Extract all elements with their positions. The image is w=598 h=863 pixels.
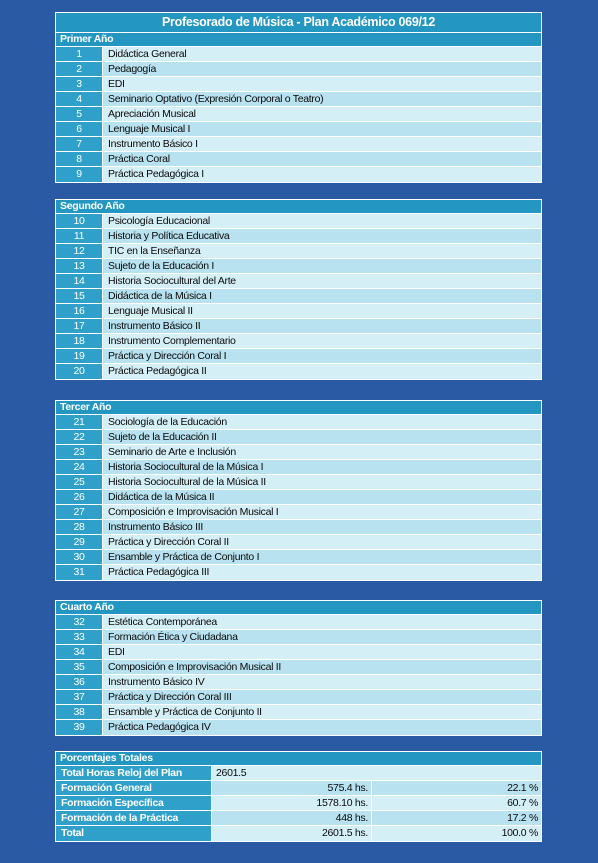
subject-name: Didáctica de la Música I bbox=[103, 289, 541, 303]
year-heading bbox=[56, 33, 541, 47]
subject-number: 17 bbox=[56, 319, 103, 333]
subject-name: Didáctica General bbox=[103, 47, 541, 61]
subject-number: 30 bbox=[56, 550, 103, 564]
subject-number: 12 bbox=[56, 244, 103, 258]
subject-row bbox=[56, 364, 541, 379]
subject-row bbox=[56, 720, 541, 735]
subject-name: Didáctica de la Música II bbox=[103, 490, 541, 504]
totals-row-hours: 575.4 hs. bbox=[212, 781, 372, 795]
subject-name: Sujeto de la Educación II bbox=[103, 430, 541, 444]
subject-list bbox=[56, 214, 541, 379]
subject-name: Sujeto de la Educación I bbox=[103, 259, 541, 273]
subject-number: 38 bbox=[56, 705, 103, 719]
subject-number: 7 bbox=[56, 137, 103, 151]
totals-row-hours: 1578.10 hs. bbox=[212, 796, 372, 810]
subject-name: Sociología de la Educación bbox=[103, 415, 541, 429]
year-heading bbox=[56, 200, 541, 214]
subject-row bbox=[56, 107, 541, 122]
subject-name: Práctica y Dirección Coral II bbox=[103, 535, 541, 549]
subject-number: 18 bbox=[56, 334, 103, 348]
subject-row bbox=[56, 690, 541, 705]
subject-number: 2 bbox=[56, 62, 103, 76]
subject-name: Ensamble y Práctica de Conjunto I bbox=[103, 550, 541, 564]
subject-row bbox=[56, 645, 541, 660]
subject-number: 1 bbox=[56, 47, 103, 61]
subject-name: Práctica Coral bbox=[103, 152, 541, 166]
year-heading-label: Primer Año bbox=[60, 33, 114, 45]
subject-row bbox=[56, 274, 541, 289]
subject-row bbox=[56, 47, 541, 62]
subject-name: Pedagogía bbox=[103, 62, 541, 76]
totals-row-label: Total bbox=[56, 826, 212, 841]
subject-row bbox=[56, 490, 541, 505]
subject-row bbox=[56, 349, 541, 364]
subject-name: Estética Contemporánea bbox=[103, 615, 541, 629]
subject-number: 28 bbox=[56, 520, 103, 534]
subject-row bbox=[56, 520, 541, 535]
subject-name: Práctica y Dirección Coral I bbox=[103, 349, 541, 363]
page-title: Profesorado de Música - Plan Académico 069/12 bbox=[56, 13, 541, 33]
totals-panel bbox=[55, 751, 542, 842]
subject-row bbox=[56, 550, 541, 565]
totals-row-hours: 2601.5 hs. bbox=[212, 826, 372, 841]
subject-row bbox=[56, 62, 541, 77]
subject-number: 16 bbox=[56, 304, 103, 318]
subject-name: Instrumento Básico IV bbox=[103, 675, 541, 689]
subject-row bbox=[56, 565, 541, 580]
subject-number: 5 bbox=[56, 107, 103, 121]
subject-row bbox=[56, 244, 541, 259]
subject-name: TIC en la Enseñanza bbox=[103, 244, 541, 258]
totals-row-grand bbox=[56, 826, 541, 841]
totals-heading bbox=[56, 752, 541, 766]
subject-name: Historia Sociocultural de la Música I bbox=[103, 460, 541, 474]
totals-row-label: Formación de la Práctica bbox=[56, 811, 212, 825]
subject-row bbox=[56, 505, 541, 520]
subject-name: Instrumento Básico II bbox=[103, 319, 541, 333]
subject-row bbox=[56, 122, 541, 137]
totals-row-percent: 17.2 % bbox=[372, 811, 541, 825]
subject-row bbox=[56, 535, 541, 550]
year-panel-4 bbox=[55, 600, 542, 736]
totals-row bbox=[56, 796, 541, 811]
subject-name: Práctica Pedagógica IV bbox=[103, 720, 541, 735]
totals-row-label: Formación General bbox=[56, 781, 212, 795]
totals-row-percent: 60.7 % bbox=[372, 796, 541, 810]
subject-list bbox=[56, 47, 541, 182]
subject-number: 4 bbox=[56, 92, 103, 106]
subject-name: Práctica y Dirección Coral III bbox=[103, 690, 541, 704]
year-panel-3 bbox=[55, 400, 542, 581]
subject-number: 39 bbox=[56, 720, 103, 735]
plan-total-row bbox=[56, 766, 541, 781]
year-heading bbox=[56, 601, 541, 615]
subject-list bbox=[56, 415, 541, 580]
year-heading-label: Segundo Año bbox=[60, 200, 125, 212]
totals-row-label: Formación Específica bbox=[56, 796, 212, 810]
subject-row bbox=[56, 152, 541, 167]
subject-name: Historia y Política Educativa bbox=[103, 229, 541, 243]
subject-name: Ensamble y Práctica de Conjunto II bbox=[103, 705, 541, 719]
subject-row bbox=[56, 167, 541, 182]
subject-name: Composición e Improvisación Musical II bbox=[103, 660, 541, 674]
subject-name: EDI bbox=[103, 645, 541, 659]
subject-name: Seminario de Arte e Inclusión bbox=[103, 445, 541, 459]
year-heading bbox=[56, 401, 541, 415]
subject-number: 29 bbox=[56, 535, 103, 549]
subject-row bbox=[56, 92, 541, 107]
subject-list bbox=[56, 615, 541, 735]
subject-name: Psicología Educacional bbox=[103, 214, 541, 228]
plan-total-value: 2601.5 bbox=[212, 766, 541, 780]
totals-heading-label: Porcentajes Totales bbox=[60, 752, 153, 764]
subject-name: Apreciación Musical bbox=[103, 107, 541, 121]
subject-number: 6 bbox=[56, 122, 103, 136]
subject-row bbox=[56, 304, 541, 319]
subject-name: Seminario Optativo (Expresión Corporal o Teatro) bbox=[103, 92, 541, 106]
subject-number: 11 bbox=[56, 229, 103, 243]
subject-row bbox=[56, 615, 541, 630]
subject-row bbox=[56, 319, 541, 334]
subject-row bbox=[56, 229, 541, 244]
subject-name: Instrumento Complementario bbox=[103, 334, 541, 348]
totals-row-hours: 448 hs. bbox=[212, 811, 372, 825]
subject-number: 31 bbox=[56, 565, 103, 580]
year-panel-1 bbox=[55, 12, 542, 183]
subject-number: 36 bbox=[56, 675, 103, 689]
subject-number: 20 bbox=[56, 364, 103, 379]
subject-name: Composición e Improvisación Musical I bbox=[103, 505, 541, 519]
subject-number: 37 bbox=[56, 690, 103, 704]
subject-name: Historia Sociocultural de la Música II bbox=[103, 475, 541, 489]
subject-row bbox=[56, 460, 541, 475]
subject-name: Historia Sociocultural del Arte bbox=[103, 274, 541, 288]
totals-row-percent: 22.1 % bbox=[372, 781, 541, 795]
subject-row bbox=[56, 705, 541, 720]
subject-number: 32 bbox=[56, 615, 103, 629]
subject-row bbox=[56, 77, 541, 92]
subject-row bbox=[56, 475, 541, 490]
totals-row bbox=[56, 811, 541, 826]
subject-number: 35 bbox=[56, 660, 103, 674]
subject-number: 24 bbox=[56, 460, 103, 474]
subject-name: Práctica Pedagógica I bbox=[103, 167, 541, 182]
subject-row bbox=[56, 675, 541, 690]
subject-row bbox=[56, 445, 541, 460]
subject-number: 21 bbox=[56, 415, 103, 429]
year-heading-label: Tercer Año bbox=[60, 401, 112, 413]
subject-row bbox=[56, 214, 541, 229]
subject-number: 13 bbox=[56, 259, 103, 273]
subject-number: 14 bbox=[56, 274, 103, 288]
subject-number: 34 bbox=[56, 645, 103, 659]
subject-row bbox=[56, 334, 541, 349]
subject-number: 9 bbox=[56, 167, 103, 182]
subject-number: 33 bbox=[56, 630, 103, 644]
totals-row-percent: 100.0 % bbox=[372, 826, 541, 841]
subject-row bbox=[56, 415, 541, 430]
subject-number: 8 bbox=[56, 152, 103, 166]
subject-name: Instrumento Básico I bbox=[103, 137, 541, 151]
subject-name: Práctica Pedagógica II bbox=[103, 364, 541, 379]
subject-name: Formación Ética y Ciudadana bbox=[103, 630, 541, 644]
subject-number: 10 bbox=[56, 214, 103, 228]
subject-row bbox=[56, 430, 541, 445]
year-panel-2 bbox=[55, 199, 542, 380]
subject-row bbox=[56, 630, 541, 645]
subject-number: 19 bbox=[56, 349, 103, 363]
year-heading-label: Cuarto Año bbox=[60, 601, 114, 613]
subject-number: 25 bbox=[56, 475, 103, 489]
subject-row bbox=[56, 289, 541, 304]
subject-name: Instrumento Básico III bbox=[103, 520, 541, 534]
subject-row bbox=[56, 660, 541, 675]
subject-number: 3 bbox=[56, 77, 103, 91]
subject-name: Lenguaje Musical II bbox=[103, 304, 541, 318]
subject-number: 15 bbox=[56, 289, 103, 303]
subject-number: 22 bbox=[56, 430, 103, 444]
subject-name: Práctica Pedagógica III bbox=[103, 565, 541, 580]
plan-total-label: Total Horas Reloj del Plan bbox=[56, 766, 212, 780]
subject-row bbox=[56, 137, 541, 152]
subject-number: 27 bbox=[56, 505, 103, 519]
subject-row bbox=[56, 259, 541, 274]
subject-number: 23 bbox=[56, 445, 103, 459]
subject-number: 26 bbox=[56, 490, 103, 504]
totals-row bbox=[56, 781, 541, 796]
subject-name: EDI bbox=[103, 77, 541, 91]
subject-name: Lenguaje Musical I bbox=[103, 122, 541, 136]
